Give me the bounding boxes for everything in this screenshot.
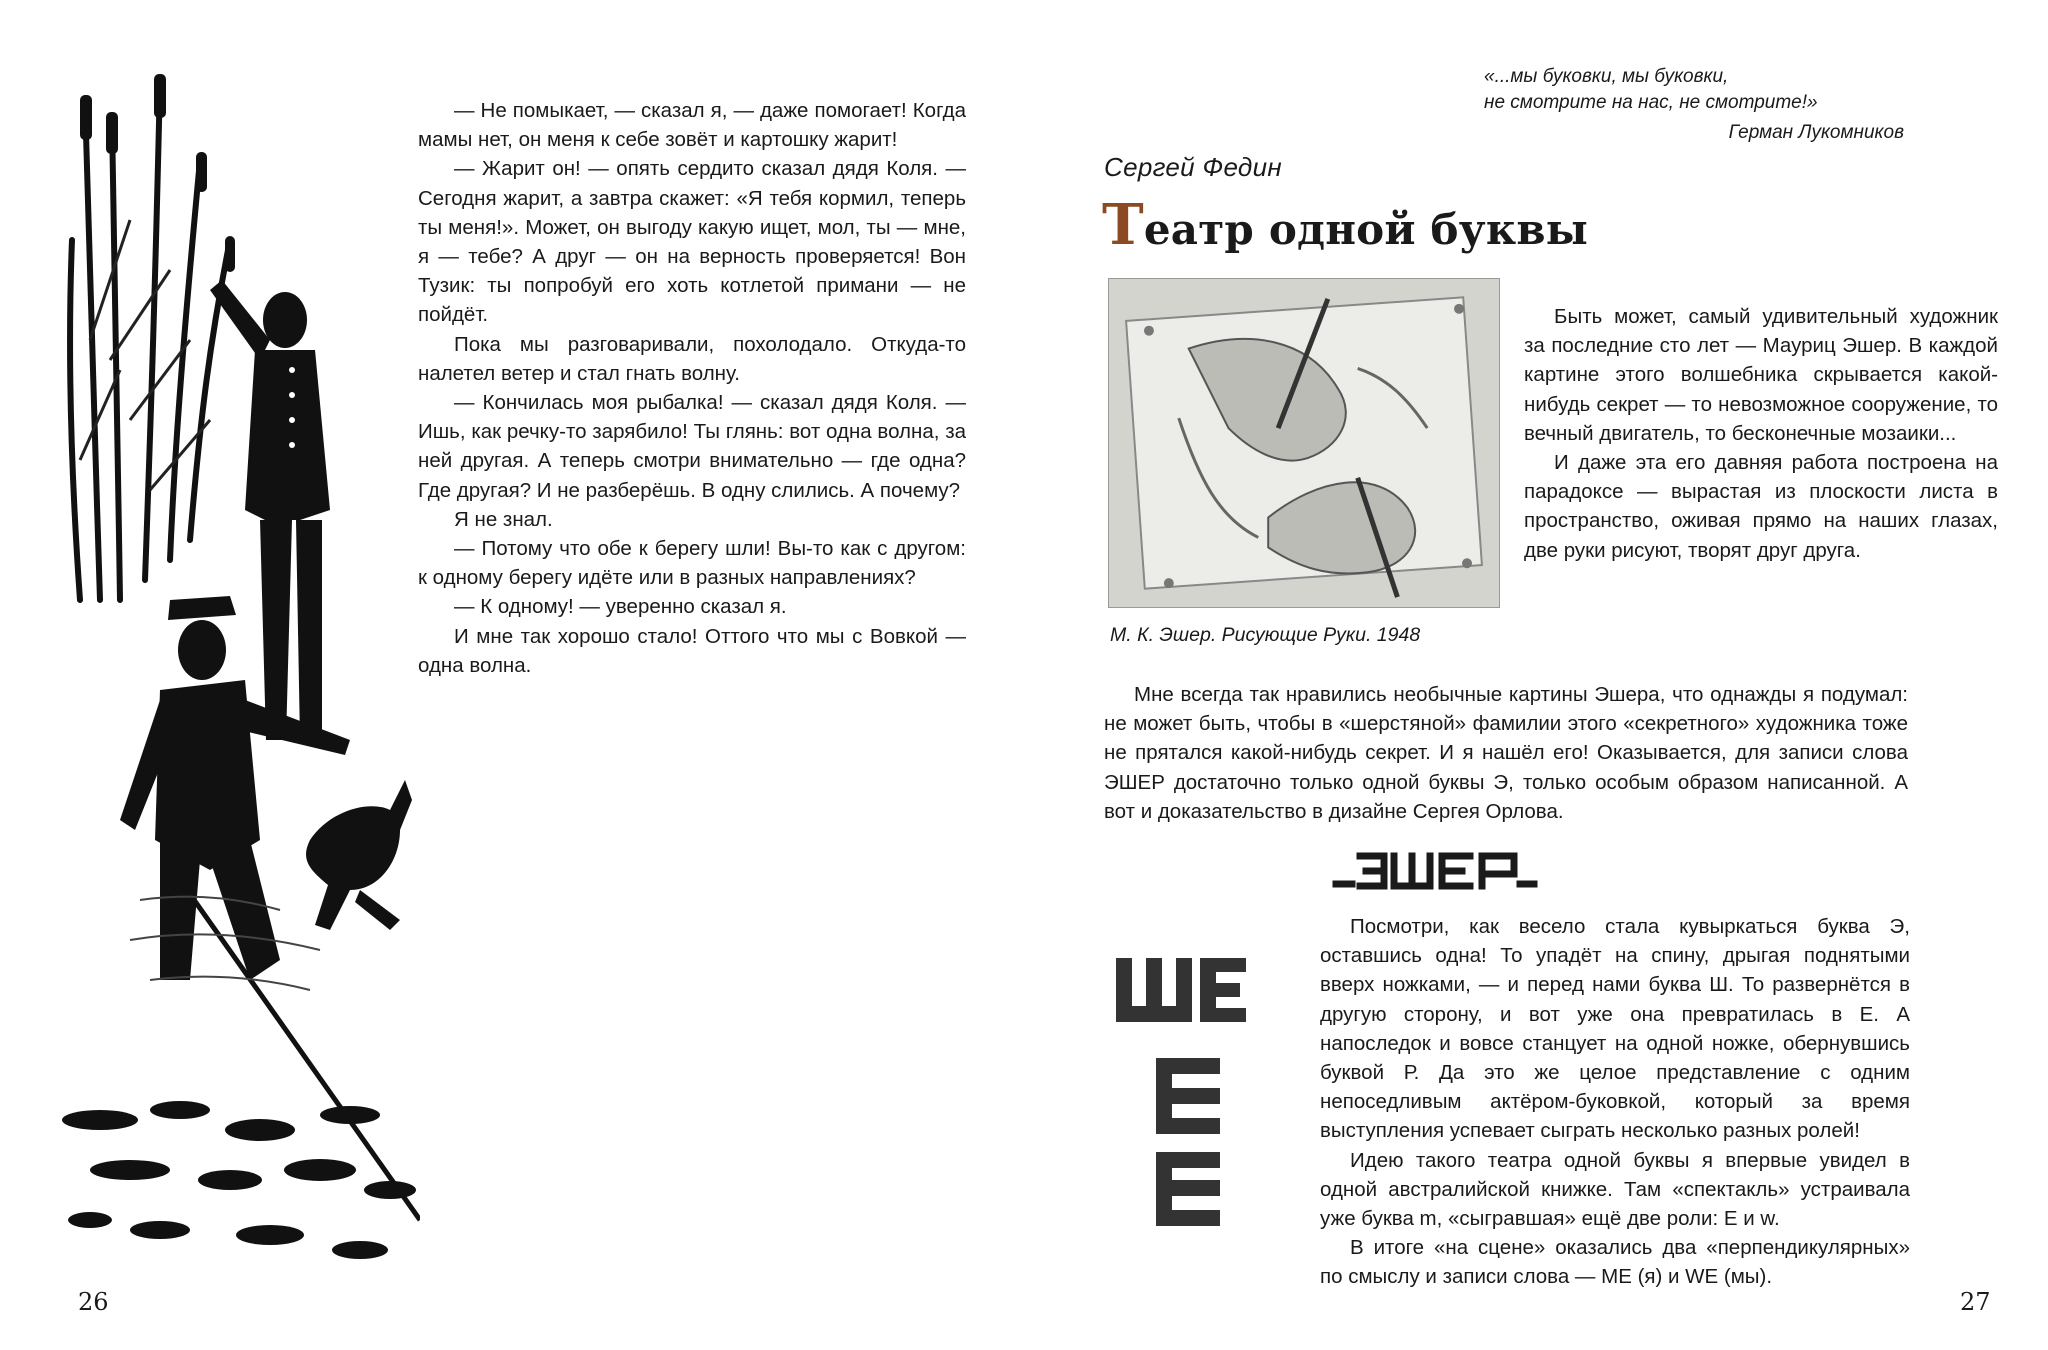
story-illustration bbox=[60, 40, 420, 1270]
story-paragraph: — Потому что обе к берегу шли! Вы-то как с другом: к одному берегу идёте или в разных направлениях? bbox=[418, 537, 966, 590]
epigraph-author: Герман Лукомников bbox=[1728, 122, 1904, 143]
article-author: Сергей Федин bbox=[1104, 152, 1282, 182]
intro-paragraph: Быть может, самый удивительный художник за последние сто лет — Мауриц Эшер. В каждой картине этого волшебника скрывается какой-нибудь секрет — то невозможное сооружение, то вечный двигатель, то бесконечные мозаики... bbox=[1524, 305, 1998, 445]
epigraph-line: «...мы буковки, мы буковки, bbox=[1484, 66, 1729, 87]
lower-paragraph: Посмотри, как весело стала кувыркаться буква Э, оставшись одна! То упадёт на спину, дрыгая поднятыми вверх ножками, — и перед нами буква Ш. То развернётся в другую сторону, и вот уже она превратилась в Е. А напоследок и вовсе станцует на одной ножке, обернувшись буквой Р. Да это же целое представление с одним непоседливым актёром-буковкой, который за время выступления успевает сыграть несколько разных ролей! bbox=[1320, 915, 1910, 1143]
lower-paragraph: Идею такого театра одной буквы я впервые увидел в одной австралийской книжке. Там «спектакль» устраивала уже буква m, «сыгравшая» ещё две роли: E и w. bbox=[1320, 1148, 1910, 1231]
lower-text bbox=[1320, 912, 1910, 1292]
epigraph bbox=[1484, 64, 1904, 146]
esher-ambigram-graphic bbox=[1330, 846, 1538, 896]
story-paragraph: — Не помыкает, — сказал я, — даже помогает! Когда мамы нет, он меня к себе зовёт и картошку жарит! bbox=[418, 99, 966, 152]
page-number-right: 27 bbox=[1960, 1288, 1991, 1316]
story-paragraph: И мне так хорошо стало! Оттого что мы с Вовкой — одна волна. bbox=[418, 624, 966, 677]
drawing-hands-picture bbox=[1108, 278, 1500, 608]
main-paragraph: Мне всегда так нравились необычные картины Эшера, что однажды я подумал: не может быть, чтобы в «шерстяной» фамилии этого «секретного» художника тоже не прятался какой-нибудь секрет. И я нашёл его! Оказывается, для записи слова ЭШЕР достаточно только одной буквы Э, только особым образом написанной. А вот и доказательство в дизайне Сергея Орлова. bbox=[1104, 683, 1908, 823]
story-paragraph: — Кончилась моя рыбалка! — сказал дядя Коля. — Ишь, как речку-то зарябило! Ты глянь: вот одна волна, за ней другая. А теперь смотри внимательно — где одна? Где другая? И не разберёшь. В одну слились. А почему? bbox=[418, 391, 966, 502]
we-me-ambigram-graphic bbox=[1116, 958, 1246, 1244]
title-rest: еатр одной буквы bbox=[1143, 205, 1589, 254]
right-page bbox=[1024, 0, 2048, 1350]
story-paragraph: — К одному! — уверенно сказал я. bbox=[454, 595, 787, 619]
page-number-left: 26 bbox=[78, 1288, 109, 1316]
picture-caption: М. К. Эшер. Рисующие Руки. 1948 bbox=[1110, 624, 1421, 646]
intro-paragraph: И даже эта его давняя работа построена на парадоксе — вырастая из плоскости листа в пространство, оживая прямо на наших глазах, две руки рисуют, творят друг друга. bbox=[1524, 451, 1998, 562]
story-paragraph: Пока мы разговаривали, похолодало. Откуда-то налетел ветер и стал гнать волну. bbox=[418, 332, 966, 385]
story-text bbox=[418, 96, 966, 680]
article-title bbox=[1102, 192, 1588, 258]
lower-paragraph: В итоге «на сцене» оказались два «перпендикулярных» по смыслу и записи слова — ME (я) и WE (мы). bbox=[1320, 1236, 1910, 1289]
main-text bbox=[1104, 680, 1908, 826]
story-paragraph: — Жарит он! — опять сердито сказал дядя Коля. — Сегодня жарит, а завтра скажет: «Я тебя кормил, теперь ты меня!». Может, он выгоду какую ищет, мол, ты — мне, я — тебе? А друг — он на верность проверяется! Вон Тузик: ты попробуй его хоть котлетой примани — не пойдёт. bbox=[418, 157, 966, 327]
title-initial: Т bbox=[1102, 192, 1144, 258]
epigraph-line: не смотрите на нас, не смотрите!» bbox=[1484, 92, 1818, 113]
intro-text bbox=[1524, 302, 1998, 565]
story-paragraph: Я не знал. bbox=[454, 507, 553, 531]
